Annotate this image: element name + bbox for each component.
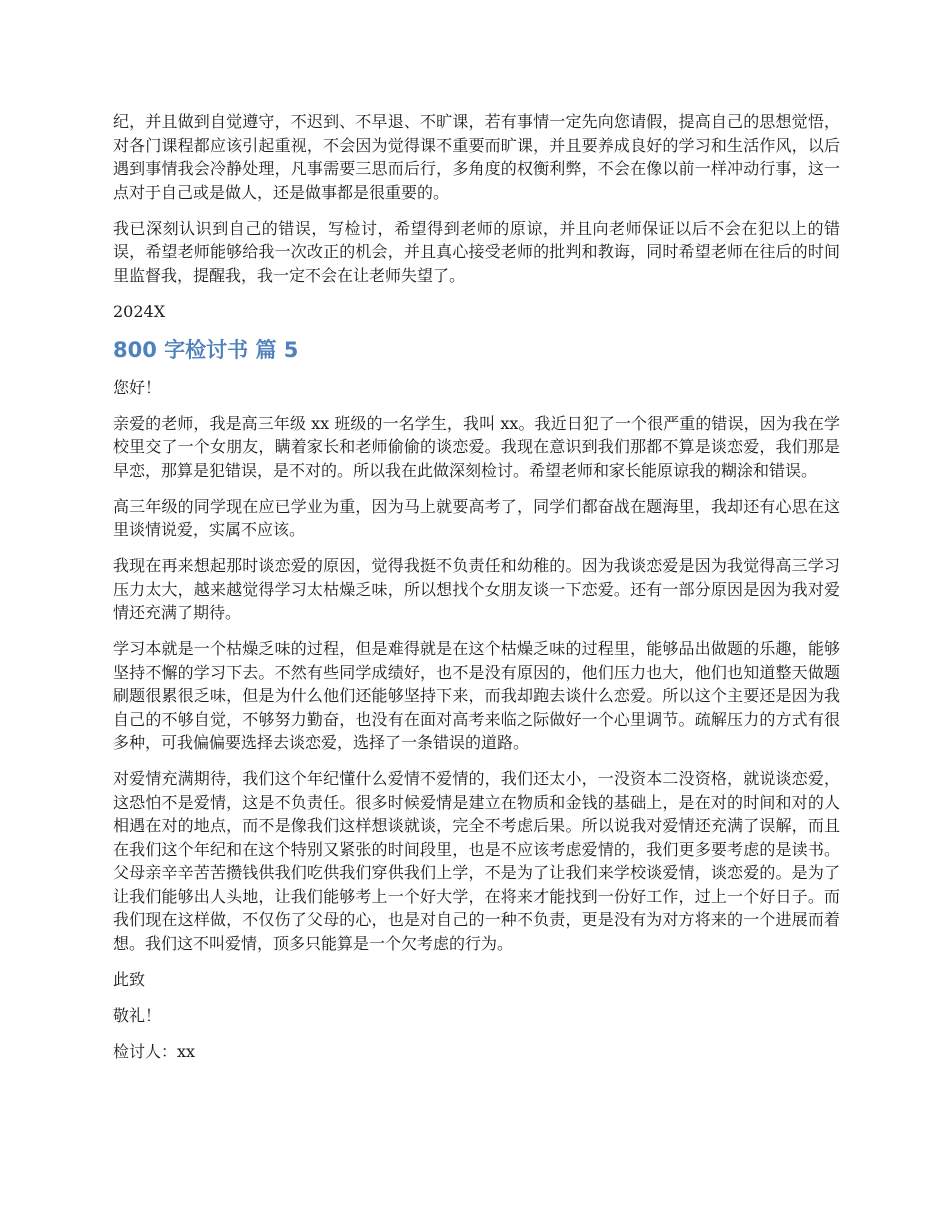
body-paragraph-5: 对爱情充满期待，我们这个年纪懂什么爱情不爱情的，我们还太小，一没资本二没资格，就说谈恋爱，这恐怕不是爱情，这是不负责任。很多时候爱情是建立在物质和金钱的基础上，是在对的时间和对的人相遇在对的地点，而不是像我们这样想谈就谈，完全不考虑后果。所以说我对爱情还充满了误解，而且在我们这个年纪和在这个特别又紧张的时间段里，也是不应该考虑爱情的，我们更多要考虑的是读书。父母亲辛辛苦苦攒钱供我们吃供我们穿供我们上学，不是为了让我们来学校谈爱情，谈恋爱的。是为了让我们能够出人头地，让我们能够考上一个好大学，在将来才能找到一份好工作，过上一个好日子。而我们现在这样做，不仅伤了父母的心，也是对自己的一种不负责，更是没有为对方将来的一个进展而着想。我们这不叫爱情，顶多只能算是一个欠考虑的行为。 <box>113 769 840 953</box>
body-paragraph-4: 学习本就是一个枯燥乏味的过程，但是难得就是在这个枯燥乏味的过程里，能够品出做题的乐趣，能够坚持不懈的学习下去。不然有些同学成绩好，也不是没有原因的，他们压力也大，他们也知道整天做题刷题很累很乏味，但是为什么他们还能够坚持下来，而我却跑去谈什么恋爱。所以这个主要还是因为我自己的不够自觉，不够努力勤奋，也没有在面对高考来临之际做好一个心里调节。疏解压力的方式有很多种，可我偏偏要选择去谈恋爱，选择了一条错误的道路。 <box>113 639 840 752</box>
section-title: 800 字检讨书 篇 5 <box>113 337 299 362</box>
document-page <box>113 110 840 1076</box>
intro-paragraph-2: 我已深刻认识到自己的错误，写检讨，希望得到老师的原谅，并且向老师保证以后不会在犯以上的错误，希望老师能够给我一次改正的机会，并且真心接受老师的批判和教诲，同时希望老师在往后的时间里监督我，提醒我，我一定不会在让老师失望了。 <box>113 218 840 285</box>
intro-paragraph-1: 纪，并且做到自觉遵守，不迟到、不早退、不旷课，若有事情一定先向您请假，提高自己的思想觉悟，对各门课程都应该引起重视，不会因为觉得课不重要而旷课，并且要养成良好的学习和生活作风，以后遇到事情我会冷静处理，凡事需要三思而后行，多角度的权衡利弊，不会在像以前一样冲动行事，这一点对于自己或是做人，还是做事都是很重要的。 <box>113 112 840 202</box>
body-paragraph-1: 亲爱的老师，我是高三年级 xx 班级的一名学生，我叫 xx。我近日犯了一个很严重的错误，因为我在学校里交了一个女朋友，瞒着家长和老师偷偷的谈恋爱。我现在意识到我们那都不算是谈恋爱，我们那是早恋，那算是犯错误，是不对的。所以我在此做深刻检讨。希望老师和家长能原谅我的糊涂和错误。 <box>113 413 840 480</box>
signature: 检讨人：xx <box>113 1041 196 1061</box>
body-paragraph-3: 我现在再来想起那时谈恋爱的原因，觉得我挺不负责任和幼稚的。因为我谈恋爱是因为我觉得高三学习压力太大，越来越觉得学习太枯燥乏味，所以想找个女朋友谈一下恋爱。还有一部分原因是因为我对爱情还充满了期待。 <box>113 556 840 622</box>
salute: 敬礼！ <box>113 1005 162 1025</box>
closing: 此致 <box>113 969 146 989</box>
body-paragraph-2: 高三年级的同学现在应已学业为重，因为马上就要高考了，同学们都奋战在题海里，我却还有心思在这里谈情说爱，实属不应该。 <box>113 496 840 539</box>
document-date: 2024X <box>113 301 166 321</box>
greeting: 您好！ <box>113 377 162 397</box>
